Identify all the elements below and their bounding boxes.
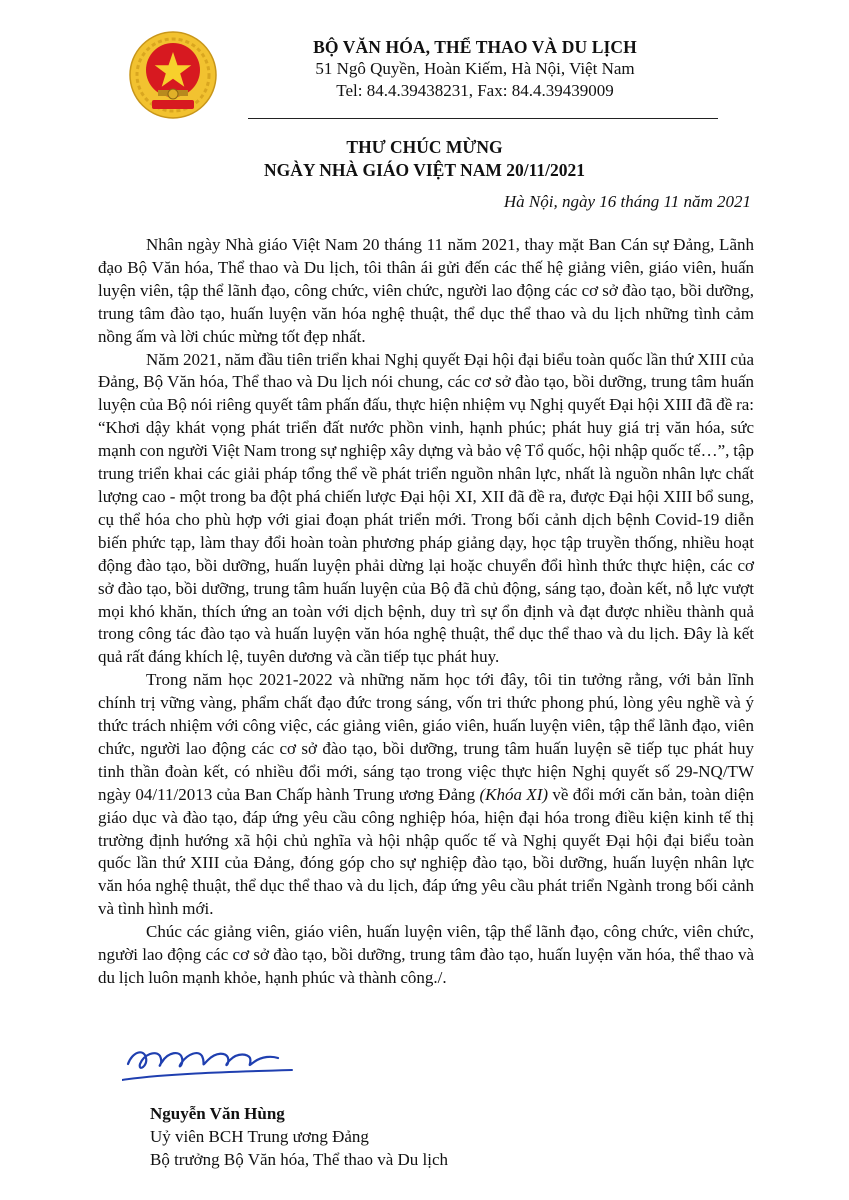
signer-position-2: Bộ trưởng Bộ Văn hóa, Thể thao và Du lịch [150,1150,449,1169]
header-divider [248,118,718,119]
signer-name: Nguyễn Văn Hùng [150,1104,285,1123]
letter-body [98,234,754,990]
organization-name: BỘ VĂN HÓA, THỂ THAO VÀ DU LỊCH [313,37,637,57]
signer-block [150,1102,448,1171]
paragraph-3 [98,669,754,921]
paragraph-2: Năm 2021, năm đầu tiên triển khai Nghị quyết Đại hội đại biểu toàn quốc lần thứ XIII của Đảng, Bộ Văn hóa, Thể thao và Du lịch nói chung, các cơ sở đào tạo, bồi dưỡng, trung tâm huấn luyện của Bộ nói riêng quyết tâm phấn đấu, thực hiện nhiệm vụ Nghị quyết Đại hội XIII đã đề ra: “Khơi dậy khát vọng phát triển đất nước phồn vinh, hạnh phúc; phát huy giá trị văn hóa, sức mạnh con người Việt Nam trong sự nghiệp xây dựng và bảo vệ Tổ quốc, hội nhập quốc tế…”, tập trung triển khai các giải pháp tổng thể về phát triển nguồn nhân lực, nhất là nguồn nhân lực chất lượng cao - một trong ba đột phá chiến lược Đại hội XI, XII đã đề ra, được Đại hội XIII bổ sung, cụ thể hóa cho phù hợp với giai đoạn phát triển mới. Trong bối cảnh dịch bệnh Covid-19 diễn biến phức tạp, làm thay đổi hoàn toàn phương pháp giảng dạy, học tập truyền thống, nhiều hoạt động đào tạo, bồi dưỡng, huấn luyện phải dừng lại hoặc chuyển đổi hình thức thực hiện, các cơ sở đào tạo, bồi dưỡng, trung tâm huấn luyện của Bộ đã chủ động, sáng tạo, đoàn kết, nỗ lực vượt mọi khó khăn, thích ứng an toàn với dịch bệnh, duy trì sự ổn định và đạt được nhiều thành quả trong công tác đào tạo và huấn luyện văn hóa nghệ thuật, thể dục thể thao và du lịch. Đây là kết quả rất đáng khích lệ, tuyên dương và cần tiếp tục phát huy. [98,349,755,667]
paragraph-1: Nhân ngày Nhà giáo Việt Nam 20 tháng 11 năm 2021, thay mặt Ban Cán sự Đảng, Lãnh đạo Bộ Văn hóa, Thể thao và Du lịch, tôi thân ái gửi đến các thế hệ giảng viên, giáo viên, huấn luyện viên, tập thể lãnh đạo, công chức, viên chức, người lao động các cơ sở đào tạo, bồi dưỡng, trung tâm đào tạo, huấn luyện văn hóa nghệ thuật, thể dục thể thao và du lịch những tình cảm nồng ấm và lời chúc mừng tốt đẹp nhất. [98,235,754,346]
organization-contact: Tel: 84.4.39438231, Fax: 84.4.39439009 [336,81,614,100]
paragraph-3-part-1: Trong năm học 2021-2022 và những năm học tới đây, tôi tin tưởng rằng, với bản lĩnh chính trị vững vàng, phẩm chất đạo đức trong sáng, vốn tri thức phong phú, lòng yêu nghề và ý thức trách nhiệm với công việc, các giảng viên, giáo viên, huấn luyện viên, tập thể lãnh đạo, viên chức, người lao động các cơ sở đào tạo, bồi dưỡng, trung tâm huấn luyện sẽ tiếp tục phát huy tinh thần đoàn kết, có nhiều đổi mới, sáng tạo trong việc thực hiện Nghị quyết số 29-NQ/TW ngày 04/11/2013 của Ban Chấp hành Trung ương Đảng [98,670,754,804]
signer-position-1: Uỷ viên BCH Trung ương Đảng [150,1127,369,1146]
paragraph-4: Chúc các giảng viên, giáo viên, huấn luyện viên, tập thể lãnh đạo, công chức, viên chức, người lao động các cơ sở đào tạo, bồi dưỡng, trung tâm đào tạo, huấn luyện văn hóa, thể thao và du lịch luôn mạnh khỏe, hạnh phúc và thành công./. [98,922,754,987]
organization-address: 51 Ngô Quyền, Hoàn Kiếm, Hà Nội, Việt Nam [315,59,635,78]
letter-title: THƯ CHÚC MỪNG [346,137,503,157]
letterhead [255,36,695,102]
national-emblem-icon [128,30,218,120]
letter-subtitle: NGÀY NHÀ GIÁO VIỆT NAM 20/11/2021 [263,160,586,180]
paragraph-3-part-2: về đổi mới căn bản, toàn diện giáo dục và đào tạo, đáp ứng yêu cầu công nghiệp hóa, hiện đại hóa trong điều kiện kinh tế thị trường định hướng xã hội chủ nghĩa và hội nhập quốc tế và Nghị quyết Đại hội đại biểu toàn quốc lần thứ XIII của Đảng, đóng góp cho sự nghiệp đào tạo, bồi dưỡng, huấn luyện nhân lực văn hóa nghệ thuật, thể dục thể thao và du lịch, đáp ứng yêu cầu phát triển Ngành trong bối cảnh và tình hình mới. [98,784,754,919]
paragraph-3-italic: (Khóa XI) [479,784,549,804]
place-date: Hà Nội, ngày 16 tháng 11 năm 2021 [503,192,751,211]
handwritten-signature [122,1034,342,1084]
